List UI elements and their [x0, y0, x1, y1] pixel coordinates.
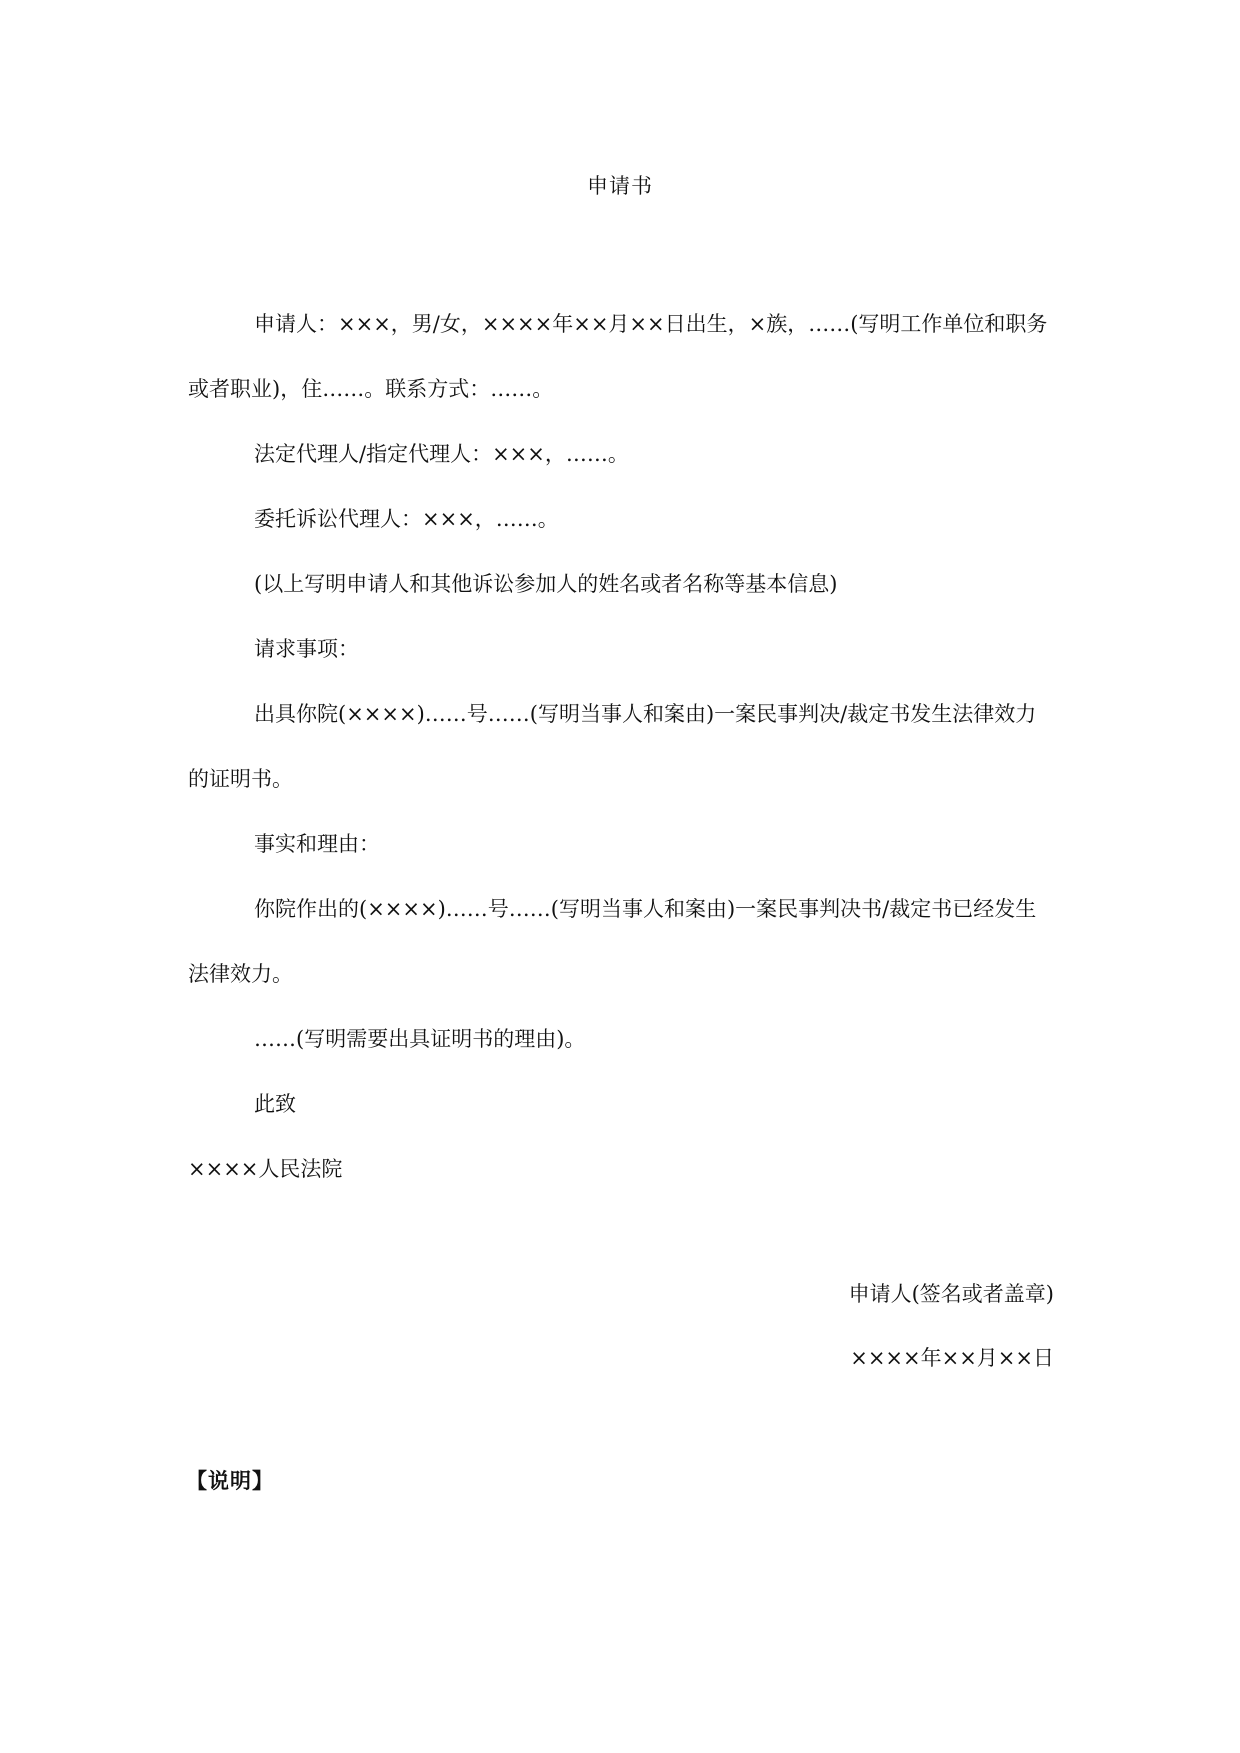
entrusted-agent-paragraph: 委托诉讼代理人：×××，……。	[254, 507, 559, 531]
signature-date: ××××年××月××日	[850, 1346, 1054, 1370]
applicant-info-paragraph: 申请人：×××，男/女，××××年××月××日出生，×族，……(写明工作单位和职务或者职业)，住……。联系方式：……。	[188, 312, 1048, 401]
basic-info-note-paragraph: (以上写明申请人和其他诉讼参加人的姓名或者名称等基本信息)	[254, 572, 838, 596]
note-heading: 【说明】	[186, 1468, 274, 1493]
claims-paragraph: 出具你院(××××)……号……(写明当事人和案由)一案民事判决/裁定书发生法律效力的证明书。	[188, 702, 1037, 791]
claims-heading: 请求事项：	[254, 637, 359, 661]
legal-representative-paragraph: 法定代理人/指定代理人：×××，……。	[254, 442, 629, 466]
page-title: 申请书	[587, 174, 653, 198]
court-name: ××××人民法院	[188, 1157, 343, 1181]
salutation: 此致	[254, 1092, 296, 1116]
reasons-paragraph: ……(写明需要出具证明书的理由)。	[254, 1027, 586, 1051]
facts-reasons-heading: 事实和理由：	[254, 832, 380, 856]
facts-paragraph: 你院作出的(××××)……号……(写明当事人和案由)一案民事判决书/裁定书已经发生法律效力。	[188, 897, 1037, 986]
document-body	[188, 292, 1054, 1202]
applicant-signature: 申请人(签名或者盖章)	[848, 1282, 1054, 1306]
signature-block	[849, 1262, 1054, 1390]
